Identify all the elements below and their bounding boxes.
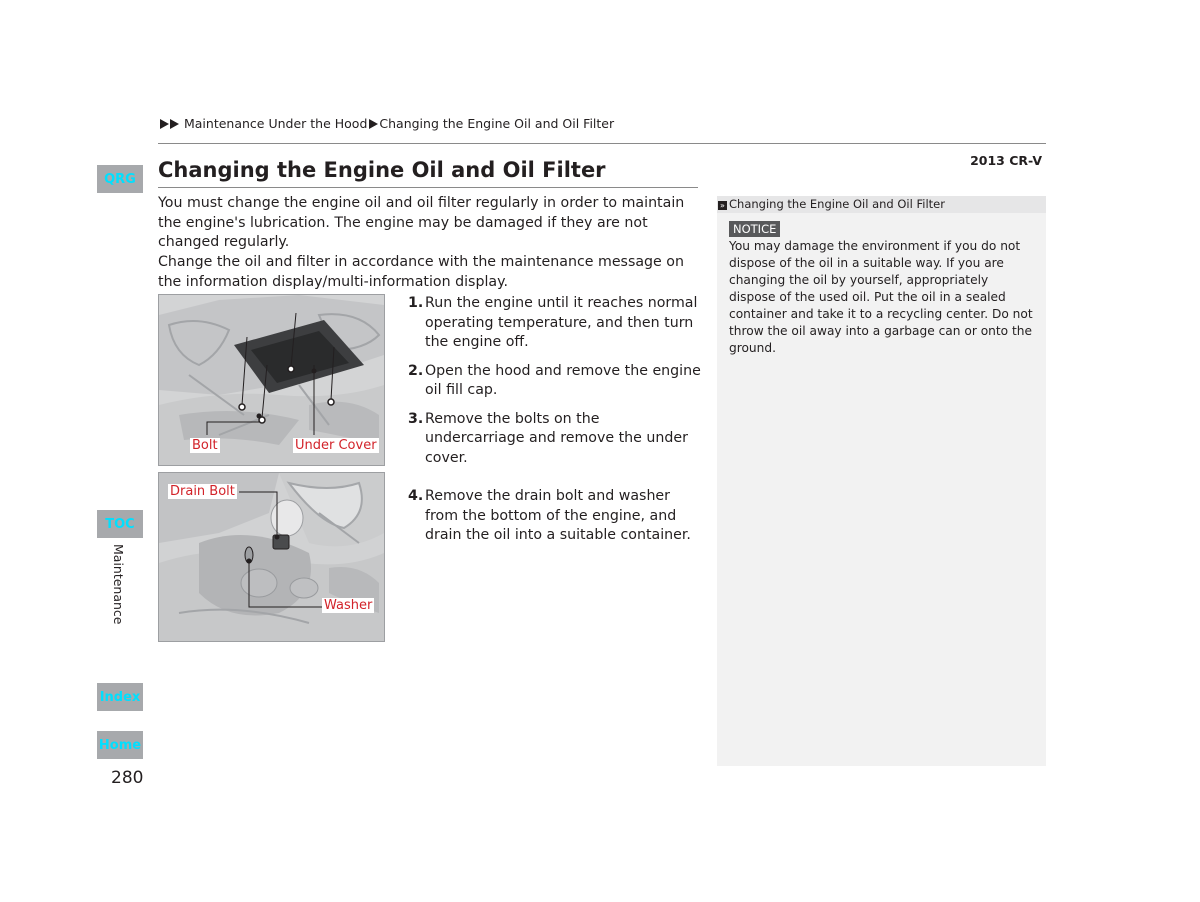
step-number: 2. bbox=[408, 362, 424, 379]
page-title: Changing the Engine Oil and Oil Filter bbox=[158, 158, 606, 182]
arrow-right-icon bbox=[369, 119, 378, 129]
intro-paragraph: You must change the engine oil and oil filter regularly in order to maintain the engine's lubrication. The engine may be damaged if they are not changed regularly. bbox=[158, 195, 685, 250]
procedure-steps bbox=[408, 294, 703, 555]
title-divider bbox=[158, 187, 698, 188]
sidebar-note-heading bbox=[718, 196, 945, 213]
sidebar-note-title: Changing the Engine Oil and Oil Filter bbox=[729, 197, 945, 211]
qrg-button[interactable]: QRG bbox=[97, 165, 143, 193]
drain-bolt-label: Drain Bolt bbox=[170, 484, 235, 499]
chapter-label: Maintenance bbox=[111, 544, 126, 625]
chapter-tab bbox=[112, 544, 128, 634]
breadcrumb-section-link[interactable]: Maintenance Under the Hood bbox=[183, 116, 368, 131]
toc-button[interactable]: TOC bbox=[97, 510, 143, 538]
drain-bolt-illustration bbox=[158, 472, 385, 642]
step-number: 3. bbox=[408, 410, 424, 427]
home-button[interactable]: Home bbox=[97, 731, 143, 759]
step-item bbox=[408, 487, 703, 546]
model-name: 2013 CR-V bbox=[970, 153, 1042, 168]
intro-paragraph: Change the oil and filter in accordance with the maintenance message on the information display/multi-information display. bbox=[158, 254, 684, 290]
under-cover-label: Under Cover bbox=[295, 438, 377, 453]
arrow-right-icon bbox=[160, 119, 169, 129]
arrow-right-icon bbox=[170, 119, 179, 129]
step-text: Remove the drain bolt and washer from the bottom of the engine, and drain the oil into a suitable container. bbox=[425, 488, 691, 543]
step-text: Open the hood and remove the engine oil fill cap. bbox=[425, 362, 701, 398]
bolt-label: Bolt bbox=[192, 438, 218, 453]
notice-badge: NOTICE bbox=[729, 221, 780, 237]
breadcrumb-page: Changing the Engine Oil and Oil Filter bbox=[379, 116, 615, 131]
note-reference-icon: » bbox=[718, 201, 727, 210]
step-text: Remove the bolts on the undercarriage and remove the under cover. bbox=[425, 410, 688, 466]
step-item bbox=[408, 294, 703, 353]
under-cover-illustration bbox=[158, 294, 385, 466]
step-item bbox=[408, 362, 703, 401]
step-number: 1. bbox=[408, 295, 424, 311]
washer-label: Washer bbox=[324, 598, 373, 613]
header-divider bbox=[158, 143, 1046, 144]
index-button[interactable]: Index bbox=[97, 683, 143, 711]
page-number: 280 bbox=[111, 768, 144, 788]
notice-text: You may damage the environment if you do not dispose of the oil in a suitable way. If you are changing the oil by yourself, appropriately dispose of the used oil. Put the oil in a sealed container and take it to a recycling center. Do not throw the oil away into a garbage can or onto the ground. bbox=[729, 239, 1033, 355]
step-number: 4. bbox=[408, 488, 424, 504]
step-item bbox=[408, 410, 703, 469]
breadcrumb bbox=[160, 116, 614, 131]
step-text: Run the engine until it reaches normal operating temperature, and then turn the engine off. bbox=[425, 295, 698, 350]
